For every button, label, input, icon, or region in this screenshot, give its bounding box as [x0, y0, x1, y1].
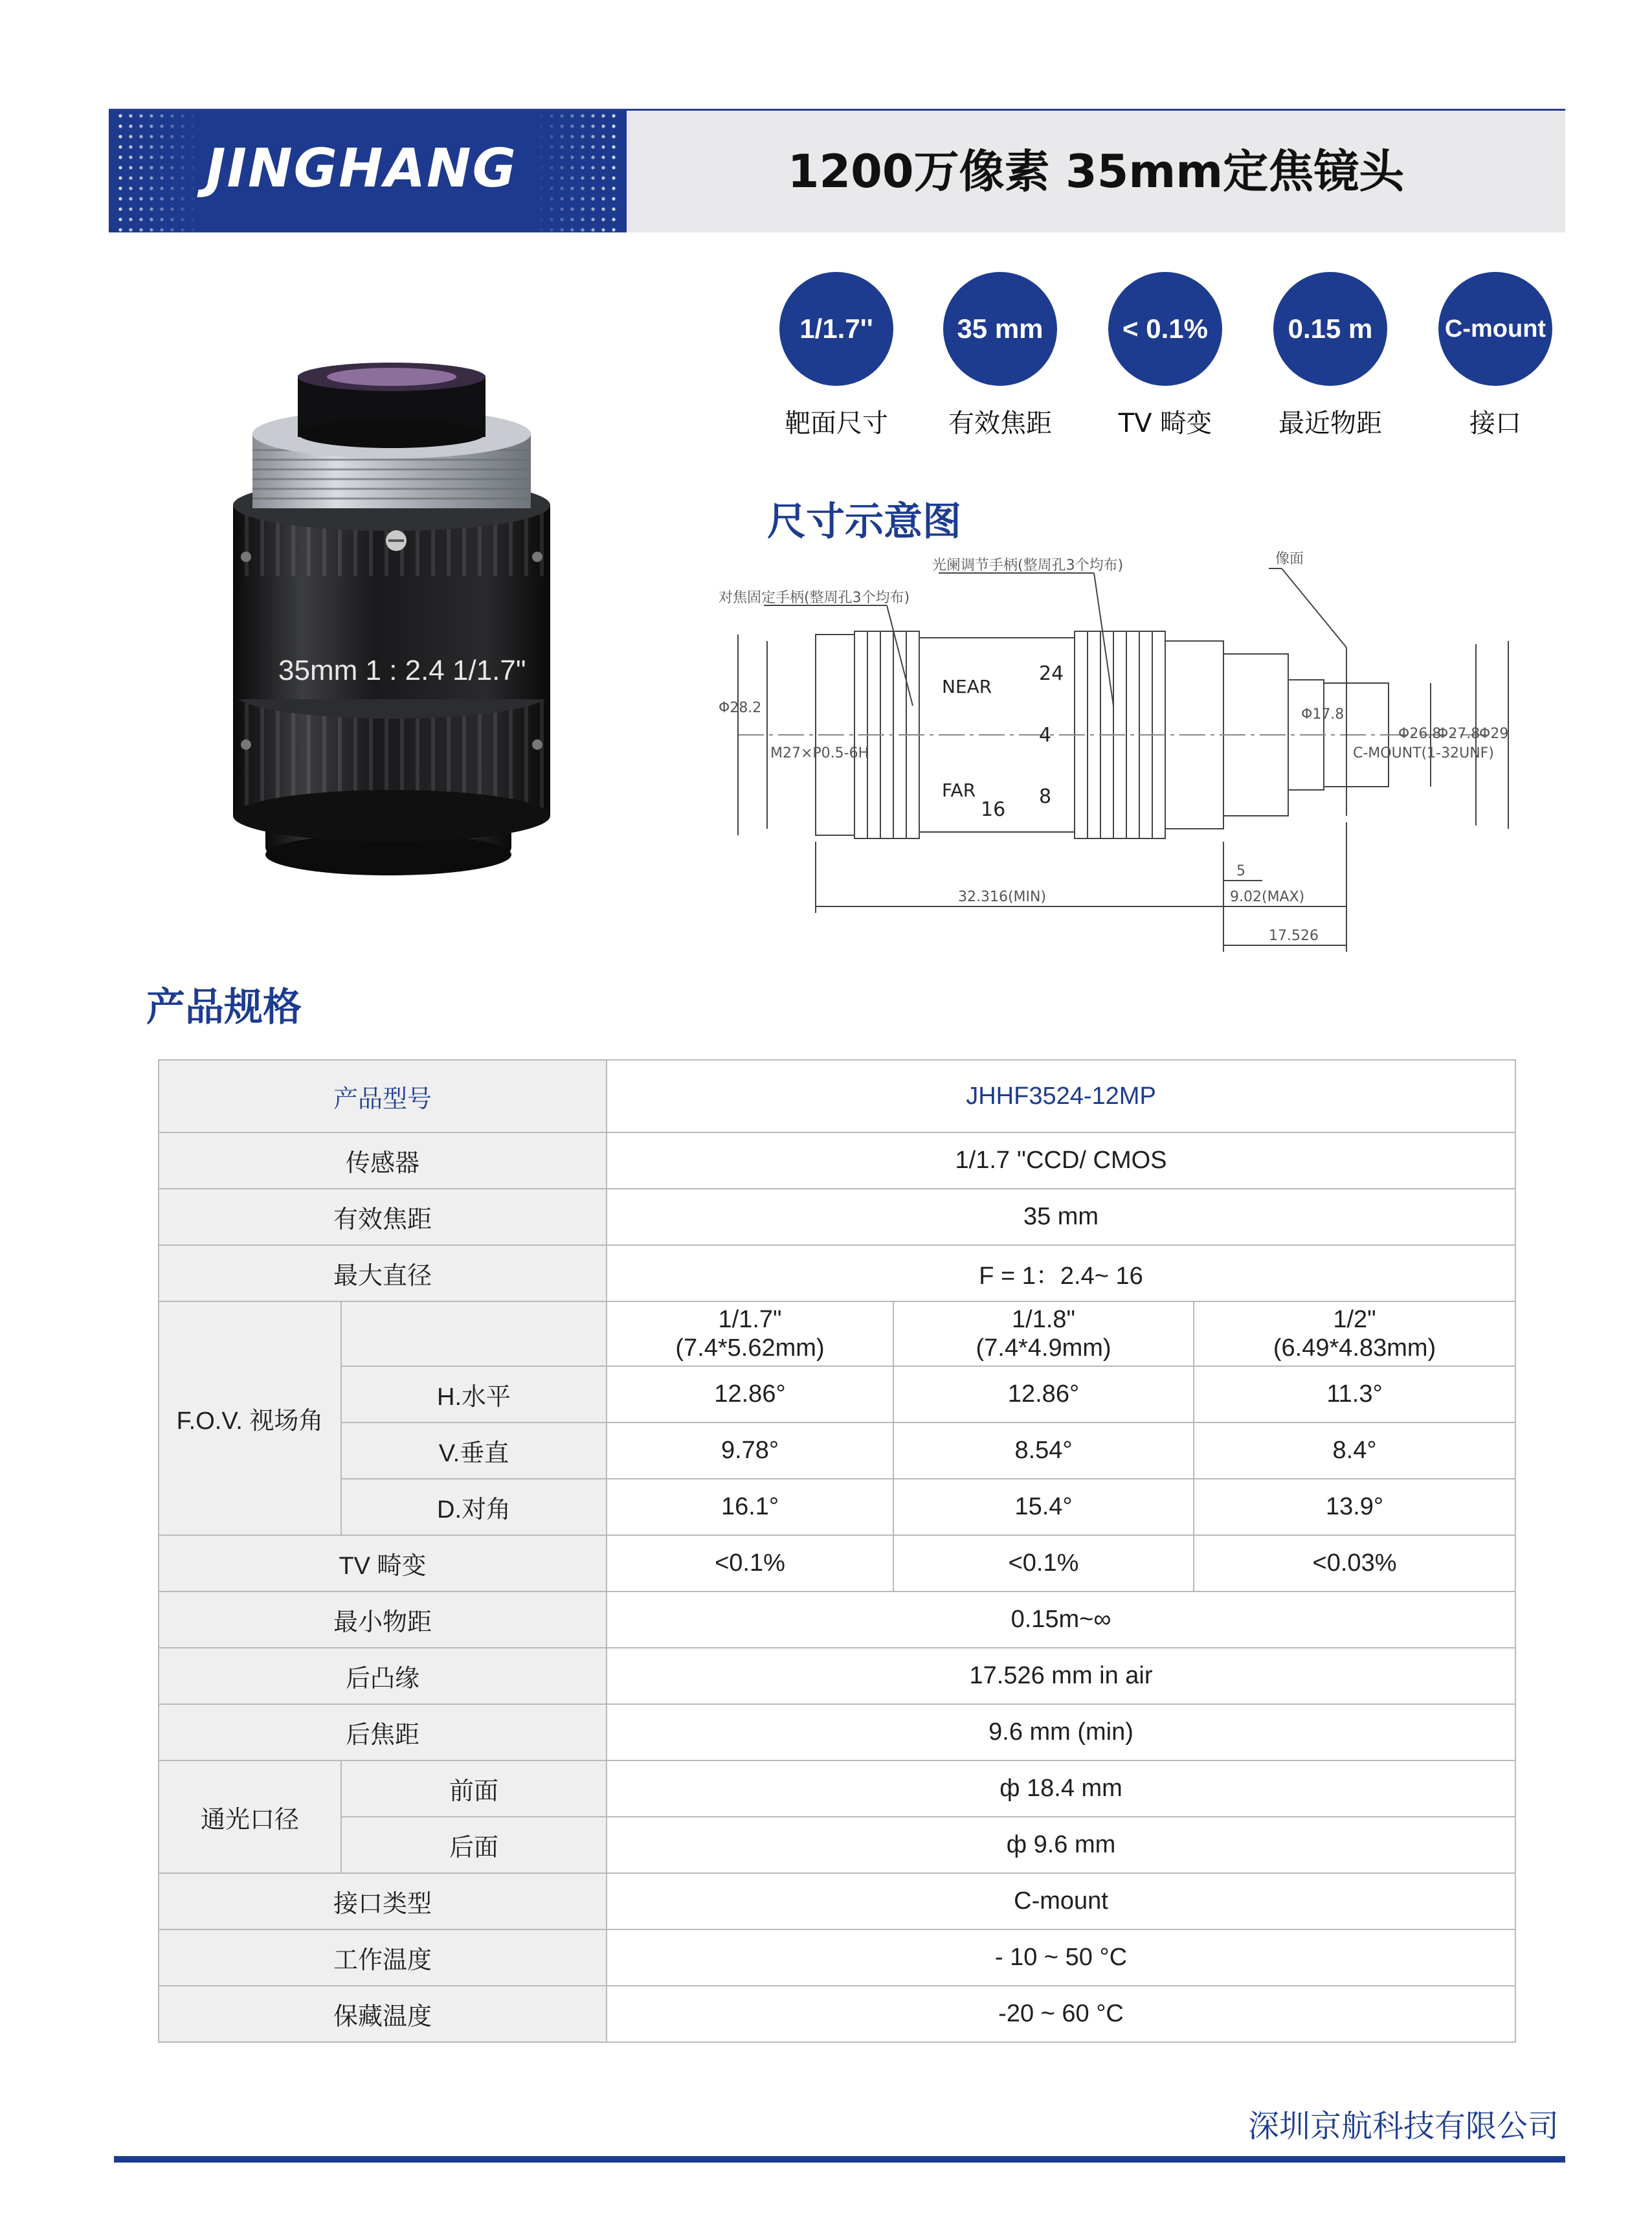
table-row — [159, 1422, 1515, 1479]
clear-aperture-label: 通光口径 — [159, 1760, 341, 1873]
tv-cell: <0.03% — [1194, 1535, 1515, 1591]
label-fixed-handle: 对焦固定手柄(整周孔3个均布) — [719, 590, 910, 606]
spec-label: 接口 — [1469, 409, 1521, 438]
dim-17-526: 17.526 — [1269, 928, 1319, 944]
table-row — [159, 1648, 1515, 1704]
fov-cell: 8.54° — [893, 1422, 1194, 1479]
dim-cmount: C-MOUNT(1-32UNF) — [1353, 745, 1494, 761]
dim-length-min: 32.316(MIN) — [958, 889, 1047, 905]
mount-value: C-mount — [607, 1873, 1515, 1929]
mod-value: 0.15m~∞ — [607, 1591, 1515, 1648]
fov-col-1 — [607, 1301, 893, 1366]
fov-row-label: V.垂直 — [341, 1422, 607, 1479]
table-row — [159, 1704, 1515, 1760]
spec-min-object-distance — [1266, 272, 1395, 440]
dim-9-02: 9.02(MAX) — [1230, 889, 1305, 905]
header-banner — [109, 109, 1565, 232]
focal-label: 有效焦距 — [159, 1189, 607, 1245]
table-row — [159, 1535, 1515, 1591]
spec-label: 有效焦距 — [948, 409, 1052, 438]
fov-cell: 13.9° — [1194, 1479, 1515, 1535]
spec-mount — [1431, 272, 1560, 440]
fov-row-label: D.对角 — [341, 1479, 607, 1535]
clear-front-label: 前面 — [341, 1760, 607, 1817]
spec-sensor-size — [772, 272, 901, 440]
fov-col-size: 1/1.7" — [718, 1306, 782, 1333]
tv-label: TV 畸变 — [159, 1535, 607, 1591]
spec-label: 靶面尺寸 — [785, 409, 888, 438]
fov-header-blank — [341, 1301, 607, 1366]
bfl-label: 后焦距 — [159, 1704, 607, 1760]
fov-label: F.O.V. 视场角 — [159, 1301, 341, 1535]
brand-name: JINGHANG — [206, 138, 517, 199]
table-row — [159, 1301, 1515, 1366]
company-name: 深圳京航科技有限公司 — [1247, 2108, 1559, 2144]
table-row — [159, 1873, 1515, 1929]
dim-5: 5 — [1236, 863, 1245, 879]
label-iris-handle: 光阑调节手柄(整周孔3个均布) — [932, 557, 1124, 574]
spec-tv-distortion — [1100, 272, 1230, 440]
storage-temp-value: -20 ~ 60 °C — [607, 1986, 1515, 2042]
lens-marking: 35mm 1 : 2.4 1/1.7" — [278, 655, 526, 686]
fov-cell: 9.78° — [607, 1422, 893, 1479]
fov-col-size: 1/1.8" — [1012, 1306, 1076, 1333]
tv-cell: <0.1% — [607, 1535, 893, 1591]
dim-d27-8: Φ27.8 — [1437, 726, 1480, 742]
spec-label: 最近物距 — [1278, 409, 1382, 438]
model-label: 产品型号 — [159, 1060, 607, 1132]
table-row — [159, 1591, 1515, 1648]
spec-focal-length — [935, 272, 1065, 440]
clear-rear-label: 后面 — [341, 1817, 607, 1873]
near-label: NEAR — [942, 676, 992, 697]
footer-bar — [114, 2156, 1565, 2163]
op-temp-label: 工作温度 — [159, 1929, 607, 1986]
focal-value: 35 mm — [607, 1189, 1515, 1245]
fov-col-dims: (6.49*4.83mm) — [1273, 1334, 1436, 1362]
flange-value: 17.526 mm in air — [607, 1648, 1515, 1704]
aperture-value: F = 1：2.4~ 16 — [607, 1245, 1515, 1301]
table-row — [159, 1479, 1515, 1535]
lens-product-photo — [214, 363, 576, 881]
logo-dot-pattern-left — [115, 111, 199, 232]
storage-temp-label: 保藏温度 — [159, 1986, 607, 2042]
bfl-value: 9.6 mm (min) — [607, 1704, 1515, 1760]
tv-cell: <0.1% — [893, 1535, 1194, 1591]
dim-thread: M27×P0.5-6H — [770, 745, 869, 761]
fov-col-dims: (7.4*5.62mm) — [675, 1334, 825, 1362]
dim-d17-8: Φ17.8 — [1301, 706, 1345, 723]
fov-col-size: 1/2" — [1333, 1306, 1376, 1333]
fov-cell: 11.3° — [1194, 1366, 1515, 1422]
fov-col-dims: (7.4*4.9mm) — [976, 1334, 1111, 1362]
spec-badge: 1/1.7'' — [779, 272, 893, 386]
page-title: 1200万像素 35mm定焦镜头 — [787, 145, 1405, 198]
spec-badge: < 0.1% — [1108, 272, 1222, 386]
far-label: FAR — [942, 780, 976, 801]
label-image-plane: 像面 — [1275, 551, 1304, 567]
fov-cell: 12.86° — [893, 1366, 1194, 1422]
table-row — [159, 1132, 1515, 1189]
table-row — [159, 1986, 1515, 2042]
mod-label: 最小物距 — [159, 1591, 607, 1648]
dim-d26-8: Φ26.8 — [1398, 726, 1442, 742]
table-row — [159, 1929, 1515, 1986]
diagram-title: 尺寸示意图 — [767, 499, 961, 545]
fov-cell: 12.86° — [607, 1366, 893, 1422]
spec-badge: C-mount — [1438, 272, 1552, 386]
clear-front-value: ф 18.4 mm — [607, 1760, 1515, 1817]
flange-label: 后凸缘 — [159, 1648, 607, 1704]
table-row — [159, 1760, 1515, 1817]
spec-table — [158, 1059, 1516, 2043]
dim-d29: Φ29 — [1479, 726, 1509, 742]
op-temp-value: - 10 ~ 50 °C — [607, 1929, 1515, 1986]
scale-16: 16 — [981, 798, 1006, 821]
dimension-drawing — [699, 544, 1515, 1062]
sensor-value: 1/1.7 ''CCD/ CMOS — [607, 1132, 1515, 1189]
table-row — [159, 1189, 1515, 1245]
spec-label: TV 畸变 — [1118, 409, 1212, 438]
spec-badge: 35 mm — [943, 272, 1057, 386]
table-row — [159, 1060, 1515, 1132]
fov-cell: 15.4° — [893, 1479, 1194, 1535]
fov-cell: 16.1° — [607, 1479, 893, 1535]
brand-logo — [109, 111, 627, 232]
spec-badge: 0.15 m — [1273, 272, 1387, 386]
table-row — [159, 1366, 1515, 1422]
table-row — [159, 1245, 1515, 1301]
table-title: 产品规格 — [146, 985, 302, 1030]
scale-8: 8 — [1039, 785, 1052, 808]
scale-4: 4 — [1039, 724, 1052, 747]
fov-row-label: H.水平 — [341, 1366, 607, 1422]
fov-cell: 8.4° — [1194, 1422, 1515, 1479]
model-value: JHHF3524-12MP — [607, 1060, 1515, 1132]
fov-col-3 — [1194, 1301, 1515, 1366]
dim-d28-2: Φ28.2 — [719, 700, 762, 716]
mount-label: 接口类型 — [159, 1873, 607, 1929]
aperture-label: 最大直径 — [159, 1245, 607, 1301]
clear-rear-value: ф 9.6 mm — [607, 1817, 1515, 1873]
sensor-label: 传感器 — [159, 1132, 607, 1189]
scale-24: 24 — [1039, 662, 1064, 685]
fov-col-2 — [893, 1301, 1194, 1366]
logo-dot-pattern-right — [536, 111, 620, 232]
table-row — [159, 1817, 1515, 1873]
